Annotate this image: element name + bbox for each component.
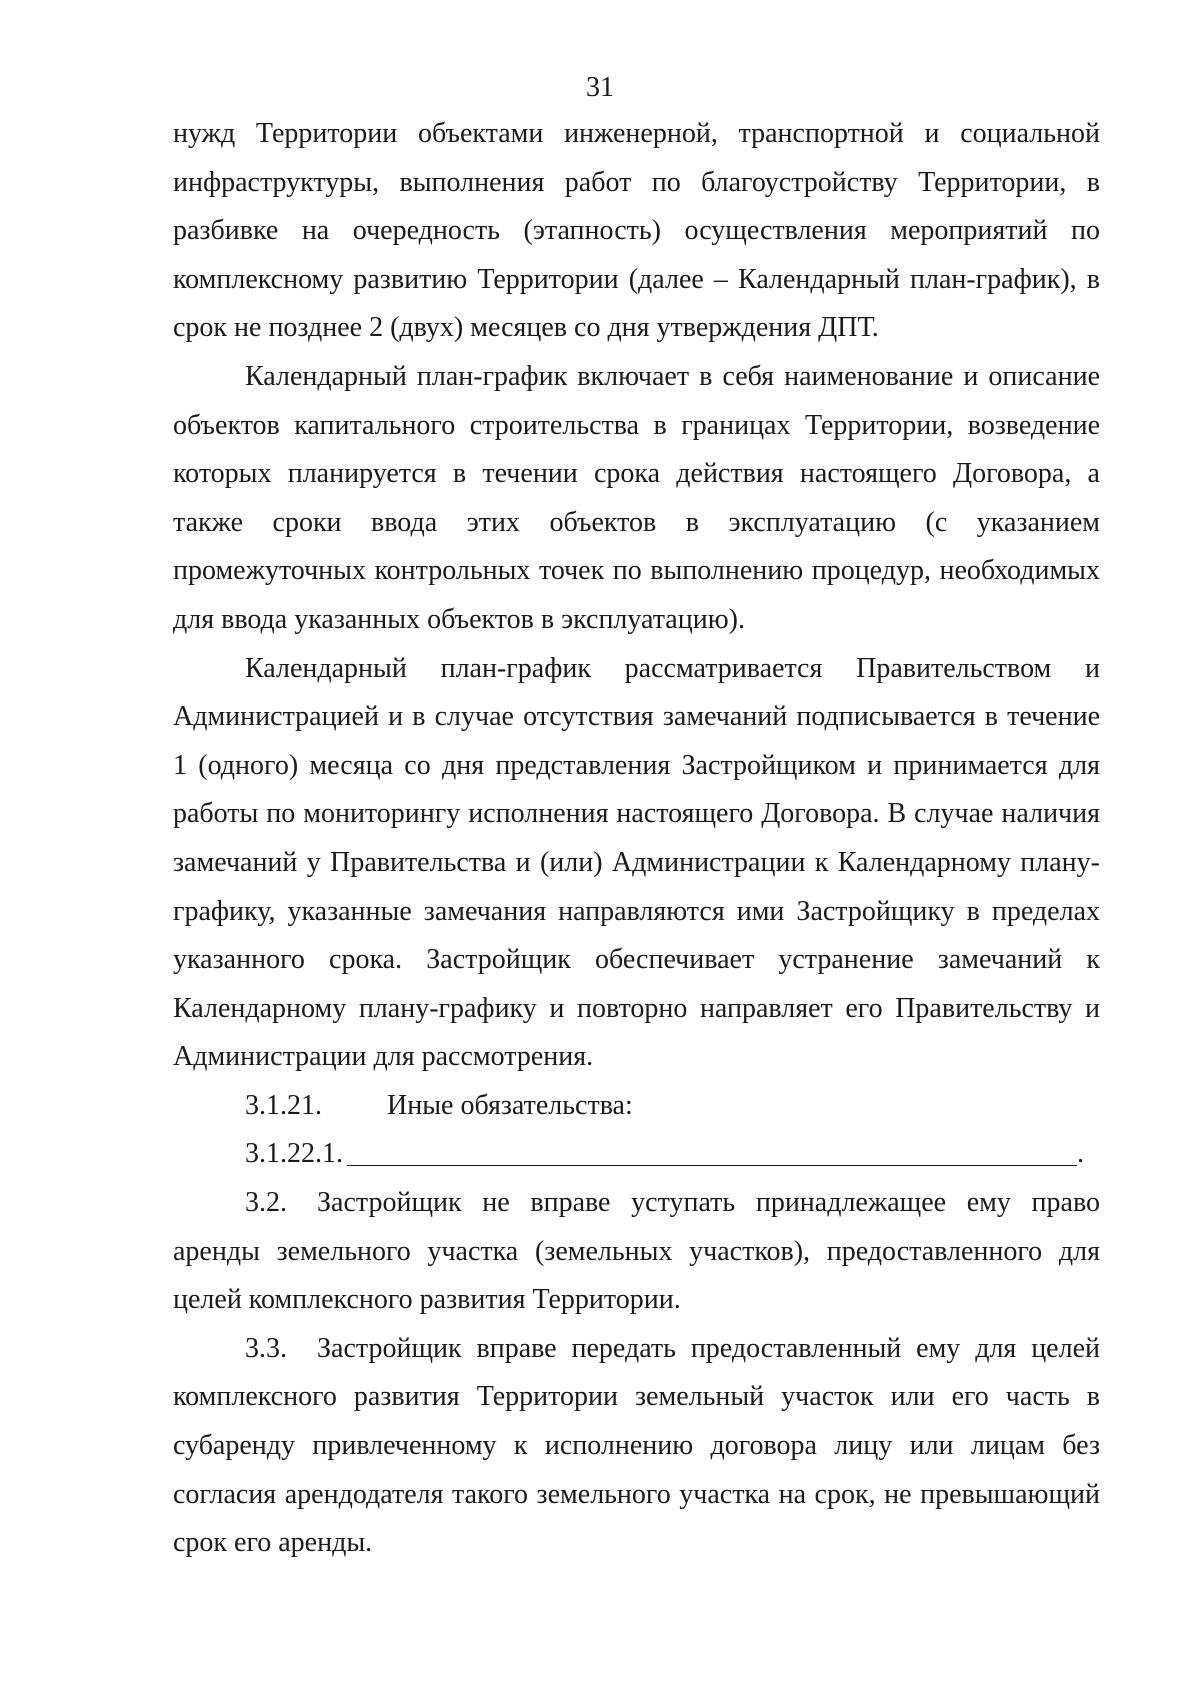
clause-text: Застройщик вправе передать предоставленный ему для целей комплексного развития Территории земельный участок или его часть в субаренду привлеченному к исполнению договора лицу или лицам без согласия арендодателя такого земельного участка на срок, не превышающий срок его аренды.	[173, 1332, 1100, 1559]
paragraph-calendar-plan-contents: Календарный план-график включает в себя наименование и описание объектов капитального строительства в границах Территории, возведение которых планируется в течении срока действия настоящего Договора, а также сроки ввода этих объектов в эксплуатацию (с указанием промежуточных контрольных точек по выполнению процедур, необходимых для ввода указанных объектов в эксплуатацию).	[173, 360, 1100, 635]
paragraph-calendar-plan-review: Календарный план-график рассматривается Правительством и Администрацией и в случае отсутствия замечаний подписывается в течение 1 (одного) месяца со дня представления Застройщиком и принимается для работы по мониторингу исполнения настоящего Договора. В случае наличия замечаний у Правительства и (или) Администрации к Календарному плану-графику, указанные замечания направляются ими Застройщику в пределах указанного срока. Застройщик обеспечивает устранение замечаний к Календарному плану-графику и повторно направляет его Правительству и Администрации для рассмотрения.	[173, 652, 1100, 1073]
clause-3-2	[173, 1179, 1100, 1325]
clause-3-1-22-1	[173, 1130, 1100, 1179]
document-body	[173, 110, 1100, 1568]
clause-text: Застройщик не вправе уступать принадлежащее ему право аренды земельного участка (земельных участков), предоставленного для целей комплексного развития Территории.	[173, 1187, 1100, 1316]
page-number: 31	[586, 72, 614, 103]
clause-3-3	[173, 1325, 1100, 1568]
clause-number: 3.3.	[245, 1332, 287, 1364]
clause-number: 3.1.21.	[245, 1089, 322, 1121]
clause-text: Иные обязательства:	[387, 1089, 633, 1121]
fill-in-blank-line	[347, 1135, 1077, 1166]
paragraph-continuation: нужд Территории объектами инженерной, транспортной и социальной инфраструктуры, выполнения работ по благоустройству Территории, в разбивке на очередность (этапность) осуществления мероприятий по комплексному развитию Территории (далее – Календарный план-график), в срок не позднее 2 (двух) месяцев со дня утверждения ДПТ.	[173, 118, 1100, 344]
clause-end-period: .	[1077, 1138, 1084, 1170]
clause-number: 3.1.22.1.	[245, 1138, 343, 1170]
clause-number: 3.2.	[245, 1187, 287, 1219]
clause-3-1-21	[173, 1082, 1100, 1131]
